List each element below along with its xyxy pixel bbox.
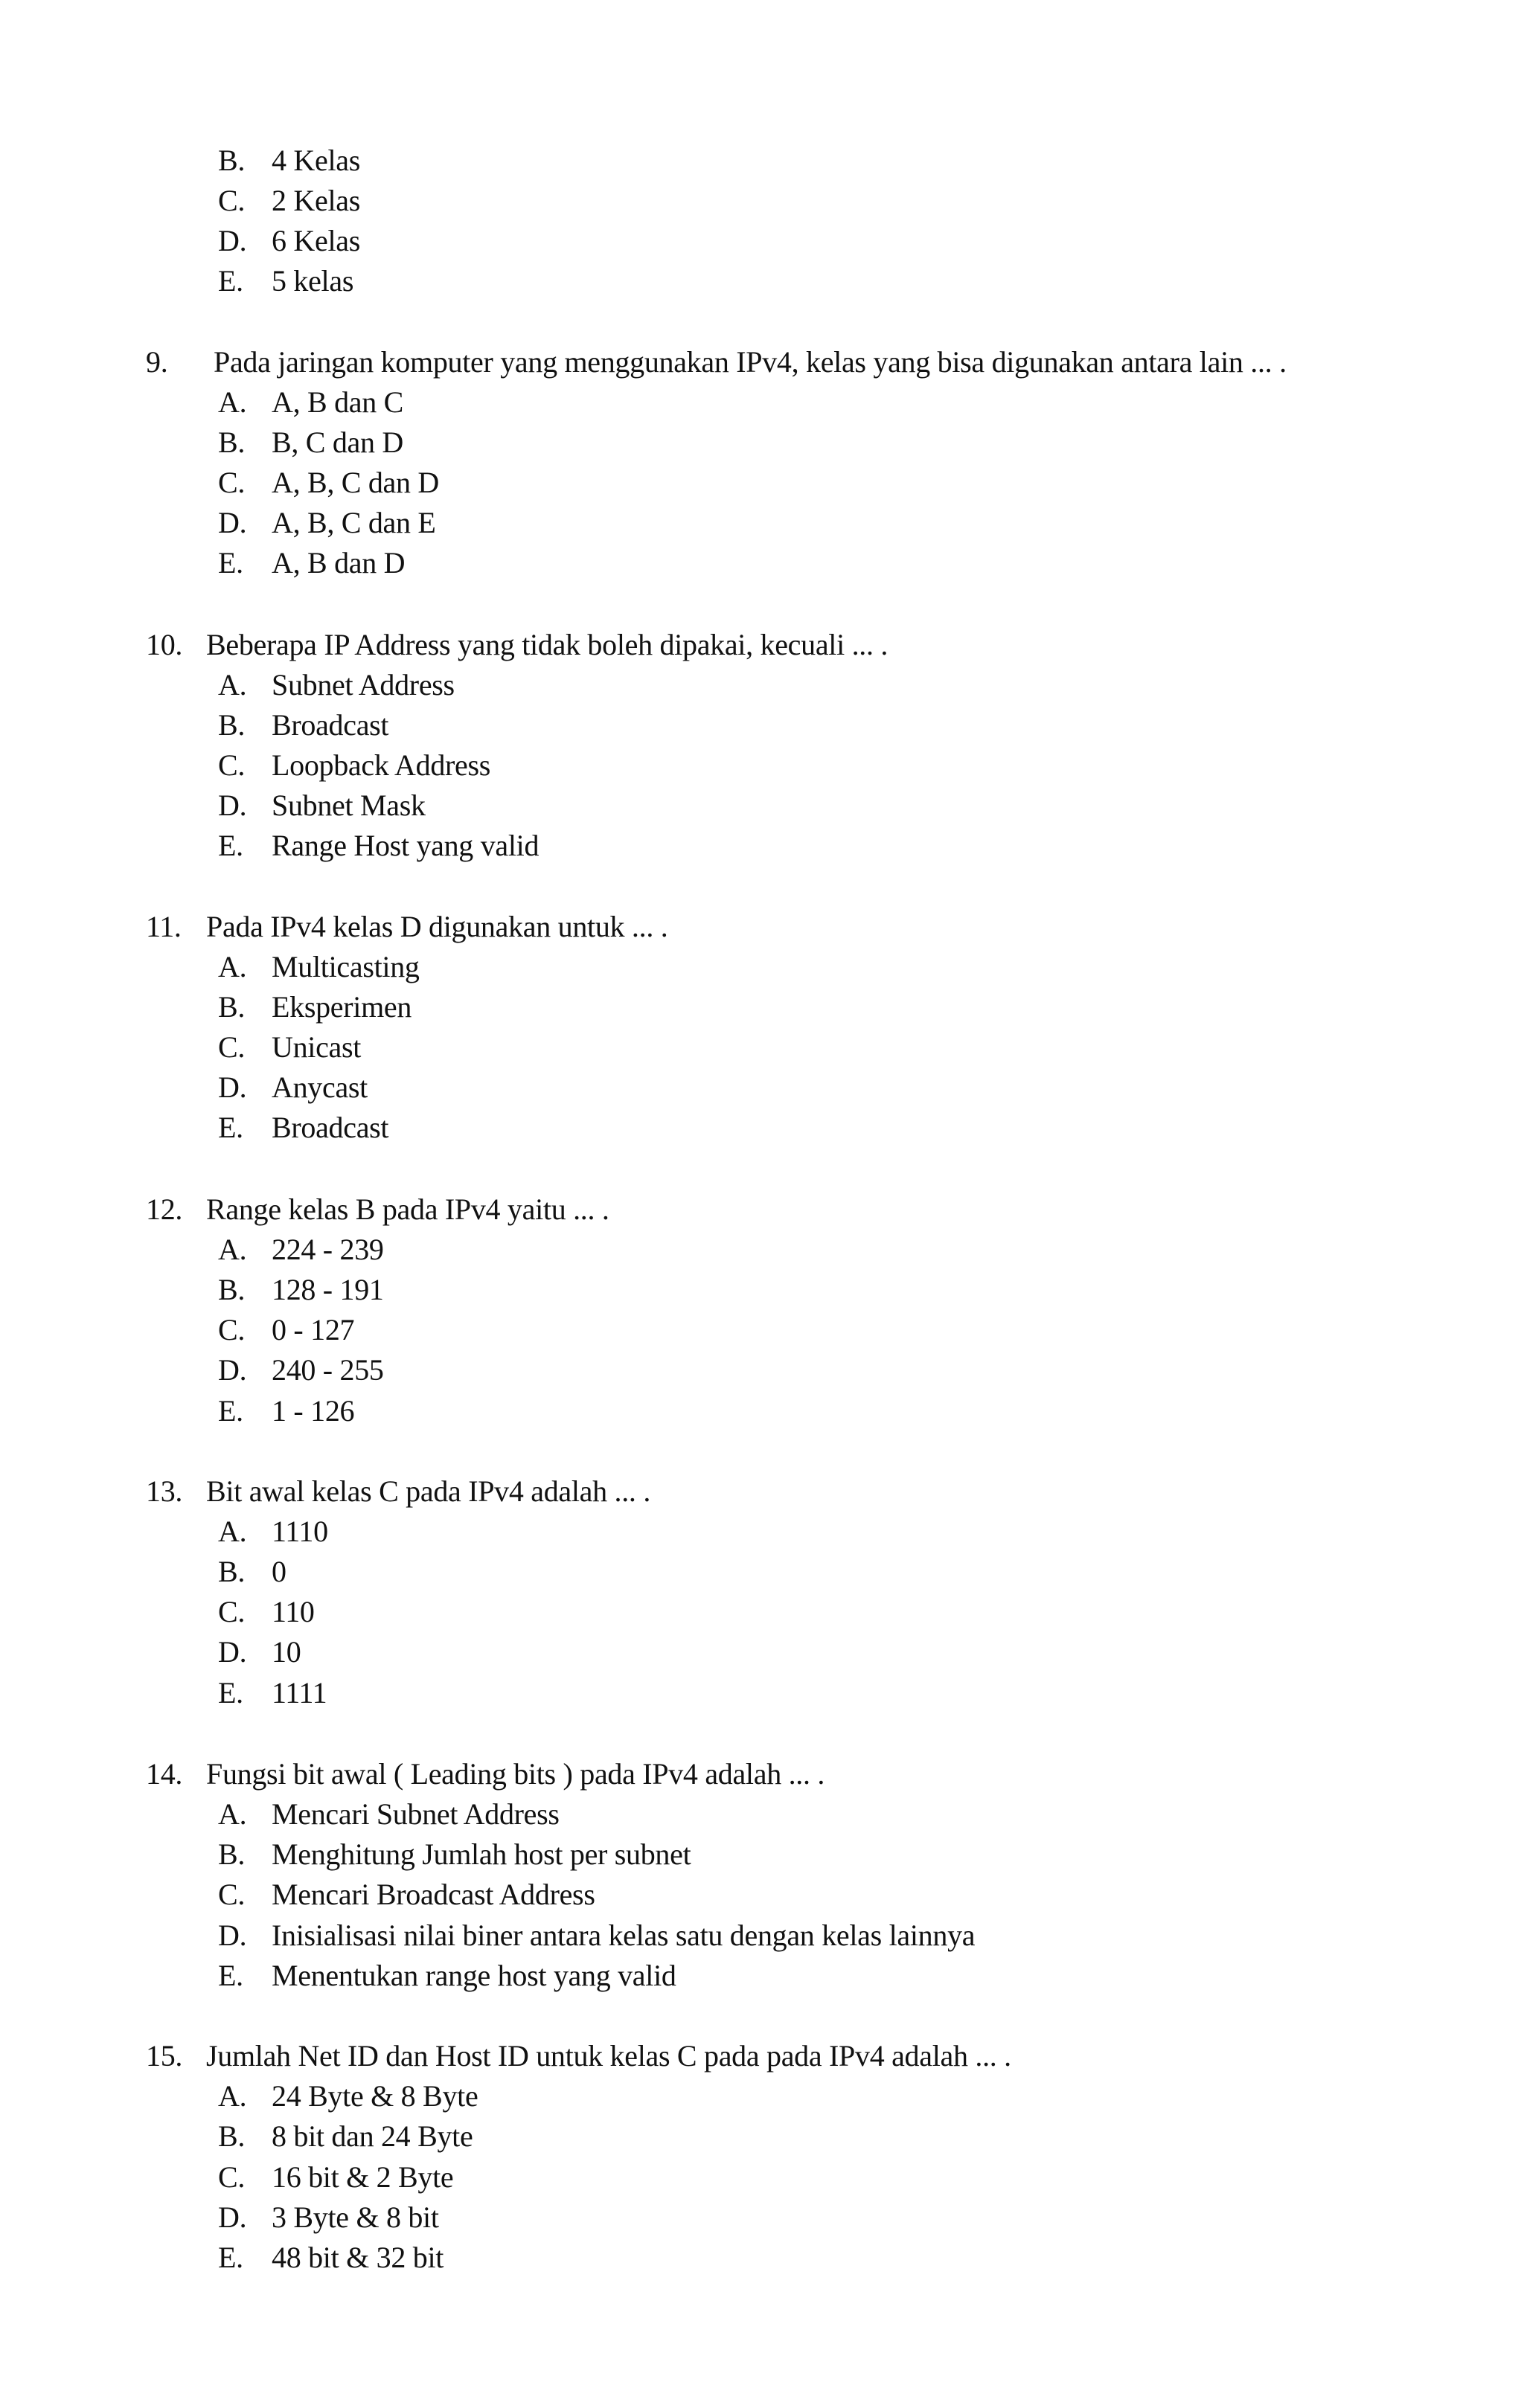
option-letter: E. bbox=[218, 1394, 243, 1428]
option-letter: A. bbox=[218, 385, 247, 419]
option-text: 110 bbox=[272, 1595, 315, 1628]
option-text: B, C dan D bbox=[272, 426, 404, 459]
option-text: 3 Byte & 8 bit bbox=[272, 2200, 439, 2234]
option-letter: C. bbox=[218, 748, 246, 782]
option-text: 240 - 255 bbox=[272, 1353, 384, 1387]
option-letter: D. bbox=[218, 789, 247, 822]
option-text: Inisialisasi nilai biner antara kelas satu dengan kelas lainnya bbox=[272, 1919, 976, 1952]
question-text: Jumlah Net ID dan Host ID untuk kelas C pada pada IPv4 adalah ... . bbox=[206, 2039, 1011, 2073]
option-letter: B. bbox=[218, 990, 246, 1024]
question-number: 10. bbox=[146, 628, 183, 661]
option-text: 0 bbox=[272, 1555, 286, 1588]
option-text: Mencari Broadcast Address bbox=[272, 1878, 595, 1911]
option-letter: B. bbox=[218, 1837, 246, 1871]
option-letter: E. bbox=[218, 546, 243, 579]
question-number: 14. bbox=[146, 1757, 183, 1791]
option-text: 128 - 191 bbox=[272, 1273, 384, 1306]
option-letter: D. bbox=[218, 506, 247, 539]
question-text: Pada jaringan komputer yang menggunakan IPv4, kelas yang bisa digunakan antara lain ... . bbox=[214, 345, 1287, 379]
option-text: Range Host yang valid bbox=[272, 829, 540, 862]
question-text: Fungsi bit awal ( Leading bits ) pada IPv4 adalah ... . bbox=[206, 1757, 825, 1791]
question-text: Range kelas B pada IPv4 yaitu ... . bbox=[206, 1192, 609, 1226]
question-number: 13. bbox=[146, 1474, 183, 1508]
option-letter: E. bbox=[218, 1959, 243, 1992]
question-number: 15. bbox=[146, 2039, 183, 2073]
option-text: 24 Byte & 8 Byte bbox=[272, 2079, 478, 2113]
option-text: A, B dan C bbox=[272, 385, 404, 419]
option-letter: C. bbox=[218, 466, 246, 499]
option-text: 1110 bbox=[272, 1515, 328, 1548]
option-letter: A. bbox=[218, 1515, 247, 1548]
option-text: A, B, C dan D bbox=[272, 466, 439, 499]
option-text: 1 - 126 bbox=[272, 1394, 355, 1428]
option-letter: E. bbox=[218, 264, 243, 298]
option-text: Subnet Address bbox=[272, 668, 455, 701]
option-text: 224 - 239 bbox=[272, 1233, 384, 1266]
question-number: 12. bbox=[146, 1192, 183, 1226]
option-text: 1111 bbox=[272, 1676, 327, 1709]
option-letter: D. bbox=[218, 224, 247, 257]
option-text: 5 kelas bbox=[272, 264, 354, 298]
option-letter: B. bbox=[218, 426, 246, 459]
option-text: 16 bit & 2 Byte bbox=[272, 2160, 454, 2194]
option-letter: A. bbox=[218, 1797, 247, 1831]
option-letter: C. bbox=[218, 1878, 246, 1911]
option-text: A, B, C dan E bbox=[272, 506, 436, 539]
option-text: Unicast bbox=[272, 1030, 362, 1064]
option-letter: B. bbox=[218, 708, 246, 742]
option-letter: D. bbox=[218, 1919, 247, 1952]
option-text: Loopback Address bbox=[272, 748, 491, 782]
option-text: Broadcast bbox=[272, 708, 389, 742]
option-text: Eksperimen bbox=[272, 990, 412, 1024]
option-letter: D. bbox=[218, 2200, 247, 2234]
option-letter: E. bbox=[218, 1676, 243, 1709]
option-letter: B. bbox=[218, 144, 246, 177]
option-text: 48 bit & 32 bit bbox=[272, 2241, 444, 2274]
option-text: Subnet Mask bbox=[272, 789, 426, 822]
option-text: Menghitung Jumlah host per subnet bbox=[272, 1837, 691, 1871]
option-text: A, B dan D bbox=[272, 546, 406, 579]
question-text: Pada IPv4 kelas D digunakan untuk ... . bbox=[206, 910, 668, 943]
question-number: 11. bbox=[146, 910, 182, 943]
question-text: Bit awal kelas C pada IPv4 adalah ... . bbox=[206, 1474, 651, 1508]
option-text: Menentukan range host yang valid bbox=[272, 1959, 676, 1992]
option-letter: D. bbox=[218, 1635, 247, 1669]
option-letter: C. bbox=[218, 2160, 246, 2194]
option-letter: E. bbox=[218, 829, 243, 862]
option-letter: A. bbox=[218, 2079, 247, 2113]
option-text: 10 bbox=[272, 1635, 301, 1669]
option-text: 0 - 127 bbox=[272, 1313, 355, 1346]
option-letter: C. bbox=[218, 184, 246, 217]
option-text: 4 Kelas bbox=[272, 144, 360, 177]
option-letter: C. bbox=[218, 1030, 246, 1064]
option-text: Anycast bbox=[272, 1070, 368, 1104]
question-text: Beberapa IP Address yang tidak boleh dipakai, kecuali ... . bbox=[206, 628, 889, 661]
option-letter: A. bbox=[218, 668, 247, 701]
option-letter: B. bbox=[218, 1273, 246, 1306]
option-letter: D. bbox=[218, 1353, 247, 1387]
option-letter: E. bbox=[218, 1111, 243, 1144]
option-text: 2 Kelas bbox=[272, 184, 360, 217]
option-letter: E. bbox=[218, 2241, 243, 2274]
option-text: Multicasting bbox=[272, 950, 420, 983]
option-text: Mencari Subnet Address bbox=[272, 1797, 560, 1831]
question-number: 9. bbox=[146, 345, 168, 379]
option-text: 6 Kelas bbox=[272, 224, 360, 257]
option-letter: A. bbox=[218, 1233, 247, 1266]
option-letter: B. bbox=[218, 2119, 246, 2153]
option-letter: A. bbox=[218, 950, 247, 983]
option-letter: C. bbox=[218, 1595, 246, 1628]
option-text: 8 bit dan 24 Byte bbox=[272, 2119, 473, 2153]
option-letter: B. bbox=[218, 1555, 246, 1588]
option-letter: D. bbox=[218, 1070, 247, 1104]
option-text: Broadcast bbox=[272, 1111, 389, 1144]
option-letter: C. bbox=[218, 1313, 246, 1346]
